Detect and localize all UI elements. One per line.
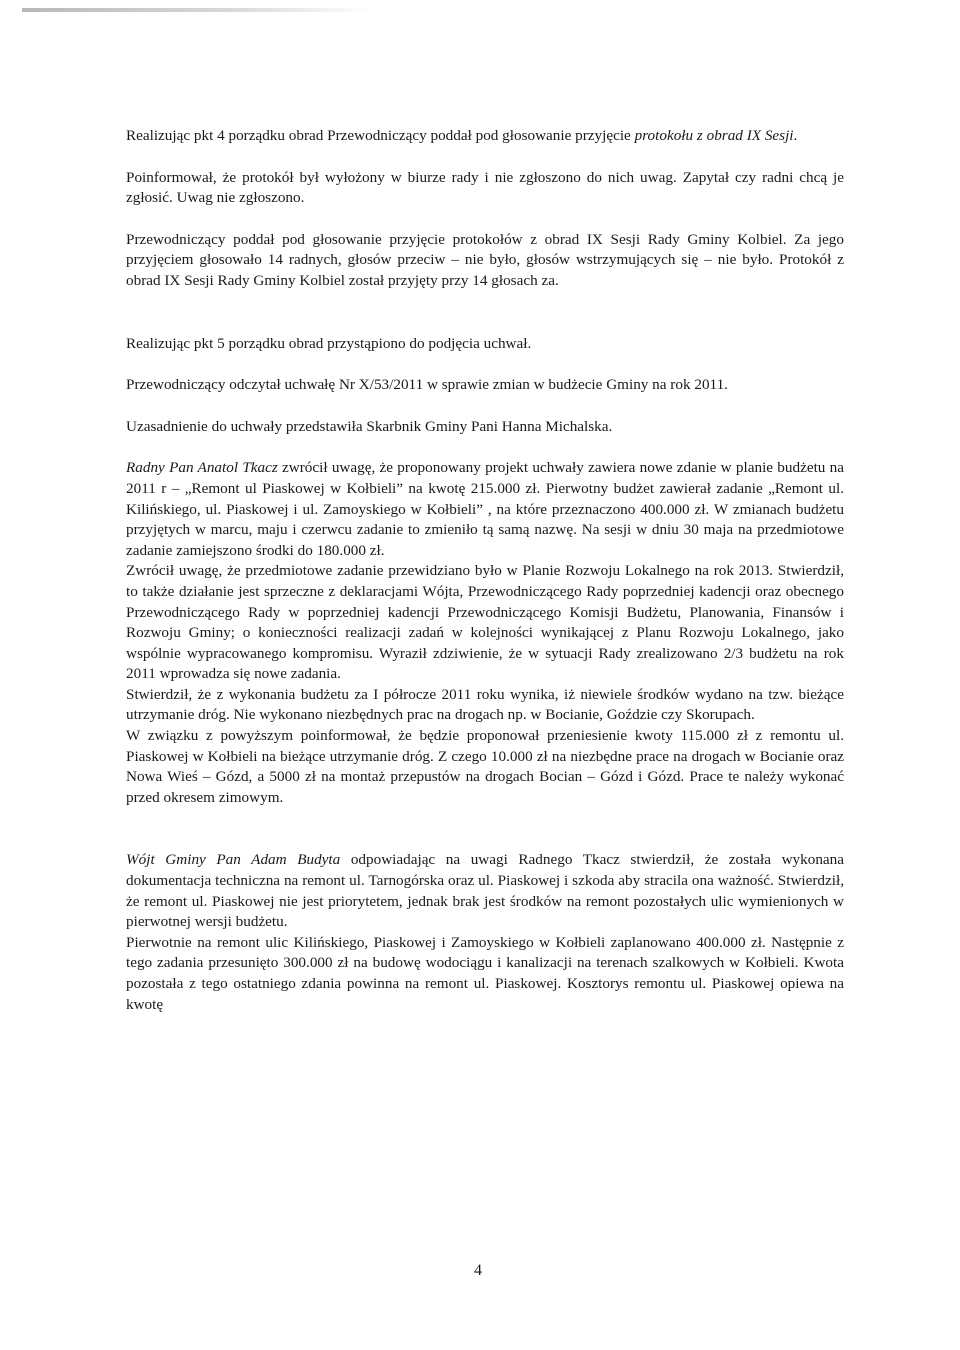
point-4-tail: . bbox=[793, 127, 798, 144]
paragraph-transfer-proposal: W związku z powyższym poinformował, że będzie proponował przeniesienie kwoty 115.000 zł z remontu ul. Piaskowej w Kołbieli na bieżące utrzymanie dróg. Z czego 10.000 zł na niezbędne prace na drogach w Bocianie oraz Nowa Wieś – Gózd, a 5000 zł na montaż przepustów na drogach Bocian – Gózd i Gózd. Prace te należy wykonać przed okresem zimowym. bbox=[126, 727, 844, 806]
scan-edge-artifact bbox=[22, 8, 372, 12]
paragraph-development-plan: Zwrócił uwagę, że przedmiotowe zadanie przewidziano było w Planie Rozwoju Lokalnego na rok 2013. Stwierdził, to także działanie jest sprzeczne z deklaracjami Wójta, Przewodniczącego Rady poprzedniej kadencji oraz obecnego Przewodniczącego Rady w poprzedniej kadencji Przewodniczącego Komisji Budżetu, Planowania, Finansów i Rozwoju Gminy; o konieczności realizacji zadań w kolejności wynikającej z Planu Rozwoju Lokalnego, jako wspólnie wypracowanego kompromisu. Wyraził zdziwienie, że w sytuacji Rady zrealizowano 2/3 budżetu na rok 2011 wprowadza się nowe zadania. bbox=[126, 562, 844, 683]
paragraph-mayor-reply bbox=[126, 850, 844, 932]
paragraph-protocol-vote: Przewodniczący poddał pod głosowanie przyjęcie protokołów z obrad IX Sesji Rady Gminy Kolbiel. Za jego przyjęciem głosowało 14 radnych, głosów przeciw – nie było, głosów wstrzymujących się – nie było. Protokół z obrad IX Sesji Rady Gminy Kolbiel został przyjęty przy 14 głosach za. bbox=[126, 230, 844, 289]
paragraph-resolution-read: Przewodniczący odczytał uchwałę Nr X/53/2011 w sprawie zmian w budżecie Gminy na rok 2011. bbox=[126, 376, 728, 394]
paragraph-point-5: Realizując pkt 5 porządku obrad przystąpiono do podjęcia uchwał. bbox=[126, 334, 532, 352]
mayor-reply-text: odpowiadając na uwagi Radnego Tkacz stwierdził, że została wykonana dokumentacja techniczna na remont ul. Tarnogórska oraz ul. Piaskowej i szkoda aby stracila ona ważność. Stwierdził, że remont ul. Piaskowej nie jest priorytetem, jednak brak jest środków na remont pozostałych ulic wymienionych w pierwotnej wersji budżetu. bbox=[126, 851, 844, 931]
paragraph-protocol-info: Poinformował, że protokół był wyłożony w biurze rady i nie zgłoszono do nich uwag. Zapytał czy radni chcą je zgłosić. Uwag nie zgłoszono. bbox=[126, 168, 844, 207]
point-4-text: Realizując pkt 4 porządku obrad Przewodniczący poddał pod głosowanie przyjęcie bbox=[126, 127, 631, 144]
speaker-name-councillor: Radny Pan Anatol Tkacz bbox=[126, 459, 278, 477]
document-body bbox=[126, 126, 844, 1015]
councillor-remark-text: zwrócił uwagę, że proponowany projekt uchwały zawiera nowe zdanie w planie budżetu na 2011 r – „Remont ul Piaskowej w Kołbieli” na kwotę 215.000 zł. Pierwotny budżet zawierał zadanie „Remont ul. Kilińskiego, ul. Piaskowej i ul. Zamoyskiego w Kołbieli” , na które przeznaczono 400.000 zł. W zmianach budżetu przyjętych w marcu, maju i czerwcu zadanie to zmieniło tą samą nazwę. Na sesji w dniu 30 maja na przedmiotowe zadanie zamiejszono środki do 180.000 zł. bbox=[126, 459, 844, 559]
point-4-italic-text: protokołu z obrad IX Sesji bbox=[634, 127, 794, 144]
paragraph-councillor-remark bbox=[126, 458, 844, 561]
paragraph-point-4 bbox=[126, 126, 844, 147]
paragraph-original-plan: Pierwotnie na remont ulic Kilińskiego, Piaskowej i Zamoyskiego w Kołbieli zaplanowano 400.000 zł. Następnie z tego zadania przesunięto 300.000 zł na budowę wodociągu i kanalizacji na terenach szalkowych w Kołbieli. Kwota pozostała z tego ostatniego zdania powinna na remont ul. Piaskowej. Kosztorys remontu ul. Piaskowej opiewa na kwotę bbox=[126, 933, 844, 1013]
paragraph-justification: Uzasadnienie do uchwały przedstawiła Skarbnik Gminy Pani Hanna Michalska. bbox=[126, 417, 613, 435]
paragraph-budget-execution: Stwierdził, że z wykonania budżetu za I półrocze 2011 roku wynika, iż niewiele środków wydano na tzw. bieżące utrzymanie dróg. Nie wykonano niezbędnych prac na drogach np. w Bocianie, Goździe czy Skorupach. bbox=[126, 685, 844, 724]
page-number: 4 bbox=[474, 1262, 482, 1279]
speaker-name-mayor: Wójt Gminy Pan Adam Budyta bbox=[126, 851, 341, 869]
